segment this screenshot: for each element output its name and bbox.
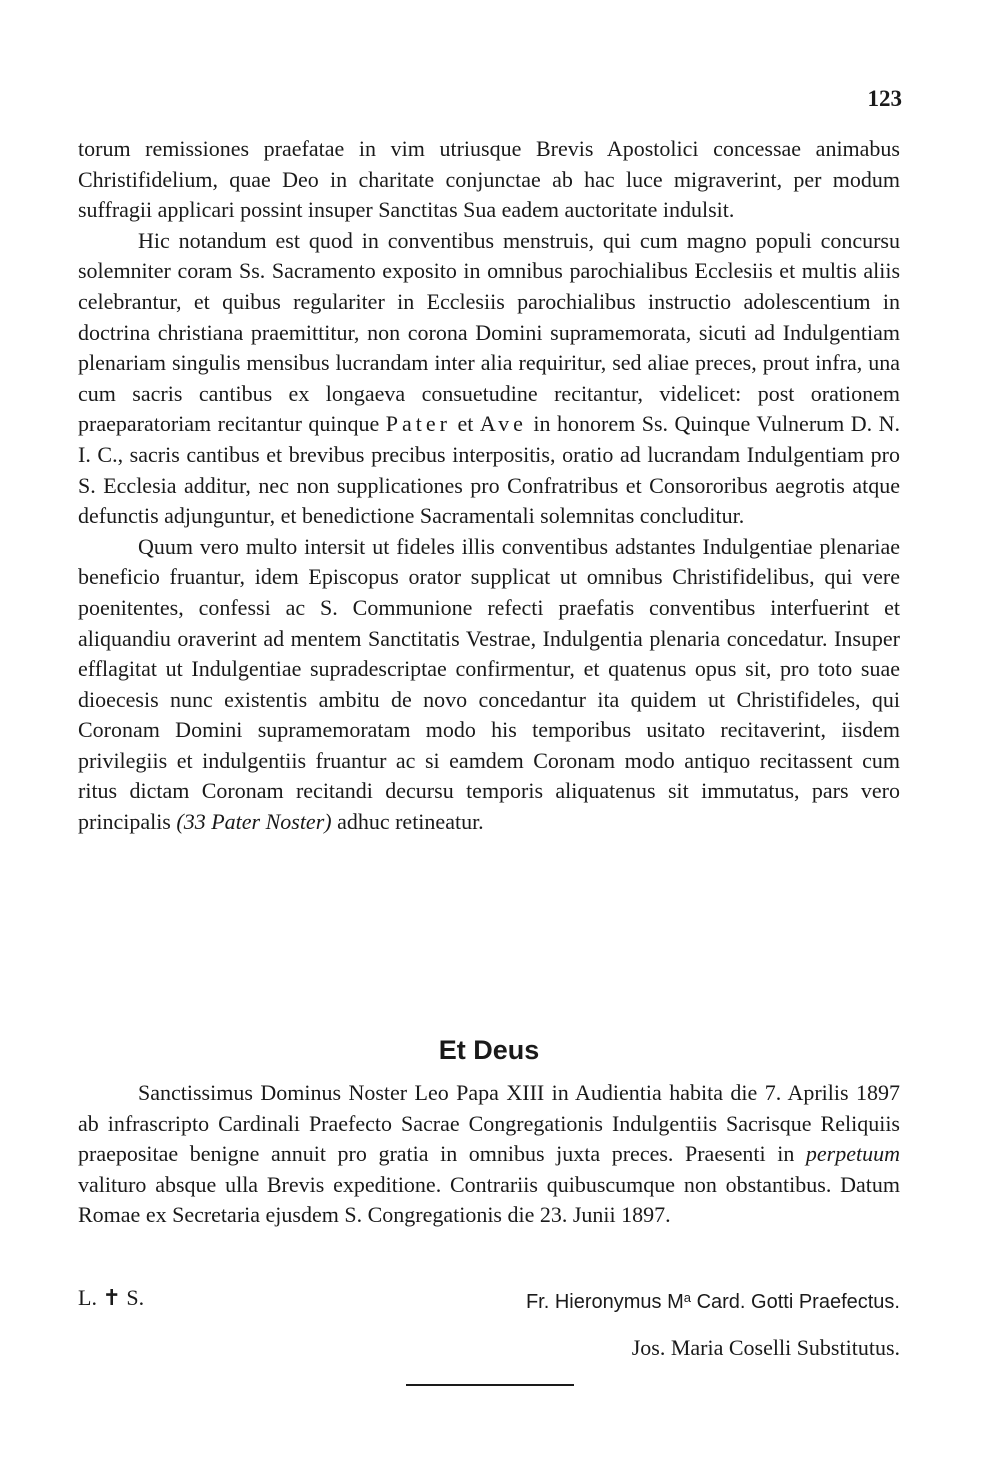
perpetuum-italic: perpetuum <box>805 1141 901 1167</box>
prefect-superscript: a <box>683 1290 692 1305</box>
substitute-signature: Jos. Maria Coselli Substitutus. <box>631 1335 900 1360</box>
paragraph-3-text-b: adhuc retineatur. <box>337 809 484 835</box>
pater-spaced: Pater <box>385 411 451 437</box>
decree-text <box>78 1078 900 1231</box>
prefect-name-a: Fr. Hieronymus M <box>525 1291 684 1313</box>
paragraph-3 <box>78 532 900 838</box>
closing-rule <box>406 1384 574 1386</box>
paragraph-2-text-a: Hic notandum est quod in conventibus menstruis, qui cum magno populi concursu solemniter coram Ss. Sacramento exposito in omnibus parochialibus Ecclesiis et multis aliis celebrantur, et quibus regulariter in Ecclesiis parochialibus instructio adolescentium in doctrina christiana praemittitur, non corona Domini supramemorata, sicuti ad Indulgentiam plenariam singulis mensibus lucrandam inter alia requiritur, sed aliae preces, prout infra, una cum sacris cantibus ex longaeva consuetudine recitantur, videlicet: post orationem praeparatoriam recitantur quinque <box>78 227 900 437</box>
decree-text-b: valituro absque ulla Brevis expeditione. Contrariis quibuscumque non obstantibus. Datum Romae ex Secretaria ejusdem S. Congregationis die 23. Junii 1897. <box>78 1171 900 1228</box>
signature-row <box>78 1283 900 1315</box>
paragraph-1: torum remissiones praefatae in vim utriusque Brevis Apostolici concessae animabus Christifidelium, quae Deo in charitate conjunctae ab hac luce migraverint, per modum suffragii applicari possint insuper Sanctitas Sua eadem auctoritate indulsit. <box>78 136 900 223</box>
decree-paragraph <box>78 1078 900 1231</box>
prefect-signature <box>526 1283 900 1317</box>
paragraph-2 <box>78 226 900 532</box>
decree-text-a: Sanctissimus Dominus Noster Leo Papa XIII in Audientia habita die 7. Aprilis 1897 ab infrascripto Cardinali Praefecto Sacrae Congregationis Indulgentiis Sacrisque Reliquiis praepositae benigne annuit pro gratia in omnibus juxta preces. Praesenti in <box>78 1080 900 1167</box>
paragraph-2-text-b: in honorem Ss. Quinque Vulnerum D. N. I. C., sacris cantibus et brevibus precibus interpositis, oratio ad lucrandam Indulgentiam pro S. Ecclesia additur, nec non supplicationes pro Confratribus et Consororibus aegrotis atque defunctis adjunguntur, et benedictione Sacramentali solemnitas concluditur. <box>78 411 901 529</box>
body-text <box>78 134 900 838</box>
paragraph-3-text-a: Quum vero multo intersit ut fideles illis conventibus adstantes Indulgentiae plenariae beneficio fruantur, idem Episcopus orator supplicat ut omnibus Christifidelibus, qui vere poenitentes, confessi ac S. Communione refecti praefatis conventibus interfuerint et aliquandiu oraverint ad mentem Sanctitatis Vestrae, Indulgentia plenaria concedatur. Insuper efflagitat ut Indulgentiae supradescriptae confirmentur, et quatenus opus sit, pro toto suae dioecesis nunc existentis ambitu de novo concedantur ita quidem ut Christifideles, qui Coronam Domini supramemoratam modo his temporibus usitato recitaverint, iisdem privilegiis et indulgentiis fruantur ac si eamdem Coronam modo antiquo recitassent cum ritus dictam Coronam recitandi decursu temporis aliquatenus sit immutatus, pars vero principalis <box>78 533 900 835</box>
section-heading: Et Deus <box>438 1035 540 1065</box>
pater-noster-italic: (33 Pater Noster) <box>176 809 332 835</box>
prefect-name-b: Card. Gotti Praefectus. <box>691 1291 900 1313</box>
ave-spaced: Ave <box>479 411 527 437</box>
page-number: 123 <box>867 86 902 111</box>
et-word: et <box>457 411 474 437</box>
seal-mark: L. ✝ S. <box>78 1285 145 1310</box>
